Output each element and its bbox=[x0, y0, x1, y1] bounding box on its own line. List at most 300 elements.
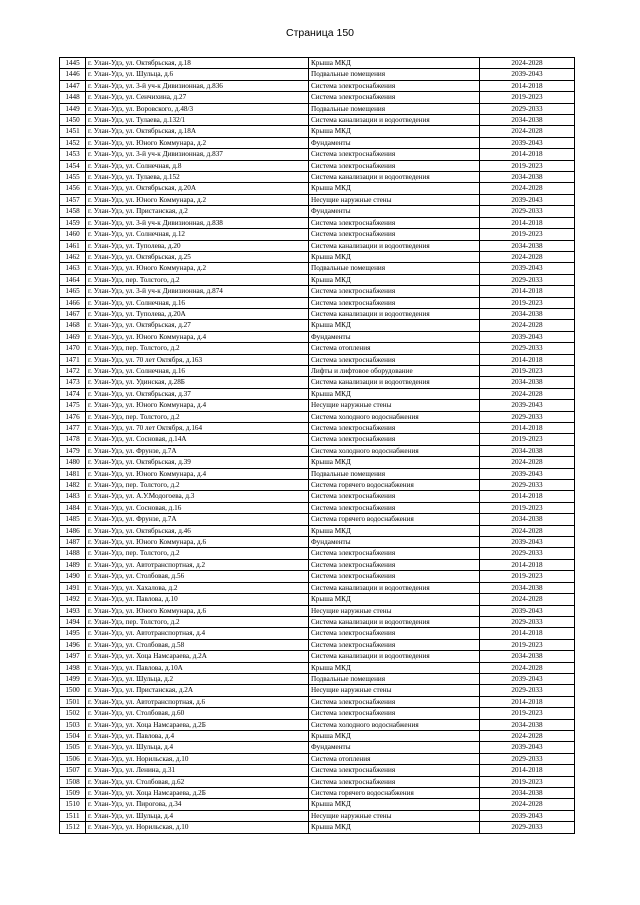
work-type-cell: Система электроснабжения bbox=[309, 434, 480, 445]
row-number-cell: 1491 bbox=[60, 582, 86, 593]
period-cell: 2039-2043 bbox=[480, 331, 575, 342]
address-cell: г. Улан-Удэ, ул. Норильская, д.10 bbox=[86, 753, 309, 764]
period-cell: 2024-2028 bbox=[480, 730, 575, 741]
table-row bbox=[60, 616, 575, 627]
table-row bbox=[60, 331, 575, 342]
address-cell: г. Улан-Удэ, ул. Юного Коммунара, д.2 bbox=[86, 137, 309, 148]
table-row bbox=[60, 58, 575, 69]
table-row bbox=[60, 742, 575, 753]
table-row bbox=[60, 263, 575, 274]
work-type-cell: Система электроснабжения bbox=[309, 92, 480, 103]
period-cell: 2029-2033 bbox=[480, 822, 575, 833]
row-number-cell: 1470 bbox=[60, 343, 86, 354]
row-number-cell: 1506 bbox=[60, 753, 86, 764]
table-row bbox=[60, 115, 575, 126]
row-number-cell: 1455 bbox=[60, 172, 86, 183]
table-row bbox=[60, 92, 575, 103]
address-cell: г. Улан-Удэ, ул. Хоца Намсараева, д.2А bbox=[86, 651, 309, 662]
row-number-cell: 1469 bbox=[60, 331, 86, 342]
period-cell: 2029-2033 bbox=[480, 616, 575, 627]
table-row bbox=[60, 343, 575, 354]
address-cell: г. Улан-Удэ, ул. Шульца, д.4 bbox=[86, 810, 309, 821]
work-type-cell: Крыша МКД bbox=[309, 594, 480, 605]
address-cell: г. Улан-Удэ, ул. Автотранспортная, д.2 bbox=[86, 559, 309, 570]
period-cell: 2019-2023 bbox=[480, 297, 575, 308]
table-row bbox=[60, 730, 575, 741]
work-type-cell: Крыша МКД bbox=[309, 662, 480, 673]
row-number-cell: 1448 bbox=[60, 92, 86, 103]
row-number-cell: 1504 bbox=[60, 730, 86, 741]
row-number-cell: 1462 bbox=[60, 251, 86, 262]
table-row bbox=[60, 788, 575, 799]
period-cell: 2034-2038 bbox=[480, 514, 575, 525]
row-number-cell: 1505 bbox=[60, 742, 86, 753]
period-cell: 2024-2028 bbox=[480, 594, 575, 605]
period-cell: 2039-2043 bbox=[480, 194, 575, 205]
work-type-cell: Система канализации и водоотведения bbox=[309, 377, 480, 388]
address-cell: г. Улан-Удэ, ул. Октябрьская, д.37 bbox=[86, 388, 309, 399]
address-cell: г. Улан-Удэ, ул. Сосновая, д.16 bbox=[86, 502, 309, 513]
address-cell: г. Улан-Удэ, ул. Столбовая, д.58 bbox=[86, 639, 309, 650]
table-row bbox=[60, 172, 575, 183]
row-number-cell: 1494 bbox=[60, 616, 86, 627]
work-type-cell: Система горячего водоснабжения bbox=[309, 788, 480, 799]
table-row bbox=[60, 69, 575, 80]
work-type-cell: Система канализации и водоотведения bbox=[309, 308, 480, 319]
address-cell: г. Улан-Удэ, ул. Павлова, д.10 bbox=[86, 594, 309, 605]
period-cell: 2019-2023 bbox=[480, 434, 575, 445]
row-number-cell: 1449 bbox=[60, 103, 86, 114]
table-row bbox=[60, 662, 575, 673]
address-cell: г. Улан-Удэ, ул. 70 лет Октября, д.163 bbox=[86, 354, 309, 365]
period-cell: 2019-2023 bbox=[480, 708, 575, 719]
work-type-cell: Система электроснабжения bbox=[309, 776, 480, 787]
work-type-cell: Фундаменты bbox=[309, 331, 480, 342]
work-type-cell: Система электроснабжения bbox=[309, 548, 480, 559]
address-cell: г. Улан-Удэ, ул. Шульца, д.4 bbox=[86, 742, 309, 753]
table-row bbox=[60, 103, 575, 114]
period-cell: 2034-2038 bbox=[480, 719, 575, 730]
work-type-cell: Система электроснабжения bbox=[309, 80, 480, 91]
work-type-cell: Подвальные помещения bbox=[309, 673, 480, 684]
period-cell: 2034-2038 bbox=[480, 582, 575, 593]
period-cell: 2014-2018 bbox=[480, 491, 575, 502]
table-row bbox=[60, 400, 575, 411]
row-number-cell: 1511 bbox=[60, 810, 86, 821]
address-cell: г. Улан-Удэ, ул. Павлова, д.10А bbox=[86, 662, 309, 673]
work-type-cell: Система электроснабжения bbox=[309, 502, 480, 513]
row-number-cell: 1446 bbox=[60, 69, 86, 80]
table-row bbox=[60, 719, 575, 730]
table-row bbox=[60, 80, 575, 91]
address-cell: г. Улан-Удэ, ул. 3-й уч-к Дивизионная, д.874 bbox=[86, 286, 309, 297]
row-number-cell: 1482 bbox=[60, 480, 86, 491]
period-cell: 2034-2038 bbox=[480, 651, 575, 662]
work-type-cell: Система электроснабжения bbox=[309, 286, 480, 297]
row-number-cell: 1476 bbox=[60, 411, 86, 422]
table-row bbox=[60, 206, 575, 217]
work-type-cell: Система электроснабжения bbox=[309, 639, 480, 650]
address-cell: г. Улан-Удэ, ул. Столбовая, д.56 bbox=[86, 571, 309, 582]
row-number-cell: 1510 bbox=[60, 799, 86, 810]
address-cell: г. Улан-Удэ, ул. Воровского, д.48/3 bbox=[86, 103, 309, 114]
period-cell: 2014-2018 bbox=[480, 559, 575, 570]
work-type-cell: Система электроснабжения bbox=[309, 354, 480, 365]
address-cell: г. Улан-Удэ, ул. Юного Коммунара, д.4 bbox=[86, 400, 309, 411]
address-cell: г. Улан-Удэ, ул. Юного Коммунара, д.2 bbox=[86, 263, 309, 274]
period-cell: 2014-2018 bbox=[480, 354, 575, 365]
table-row bbox=[60, 559, 575, 570]
table-row bbox=[60, 685, 575, 696]
row-number-cell: 1479 bbox=[60, 445, 86, 456]
table-row bbox=[60, 651, 575, 662]
row-number-cell: 1477 bbox=[60, 423, 86, 434]
work-type-cell: Несущие наружные стены bbox=[309, 810, 480, 821]
address-cell: г. Улан-Удэ, ул. Удинская, д.28Б bbox=[86, 377, 309, 388]
work-type-cell: Крыша МКД bbox=[309, 799, 480, 810]
work-type-cell: Система электроснабжения bbox=[309, 423, 480, 434]
table-row bbox=[60, 537, 575, 548]
row-number-cell: 1465 bbox=[60, 286, 86, 297]
address-cell: г. Улан-Удэ, ул. Солнечная, д.12 bbox=[86, 229, 309, 240]
period-cell: 2019-2023 bbox=[480, 229, 575, 240]
row-number-cell: 1445 bbox=[60, 58, 86, 69]
address-cell: г. Улан-Удэ, ул. Хоца Намсараева, д.2Б bbox=[86, 788, 309, 799]
address-cell: г. Улан-Удэ, ул. Юного Коммунара, д.6 bbox=[86, 537, 309, 548]
row-number-cell: 1498 bbox=[60, 662, 86, 673]
work-type-cell: Система электроснабжения bbox=[309, 559, 480, 570]
period-cell: 2039-2043 bbox=[480, 400, 575, 411]
work-type-cell: Система электроснабжения bbox=[309, 571, 480, 582]
table-row bbox=[60, 776, 575, 787]
work-type-cell: Подвальные помещения bbox=[309, 263, 480, 274]
period-cell: 2029-2033 bbox=[480, 274, 575, 285]
period-cell: 2014-2018 bbox=[480, 628, 575, 639]
work-type-cell: Система горячего водоснабжения bbox=[309, 514, 480, 525]
work-type-cell: Крыша МКД bbox=[309, 126, 480, 137]
work-type-cell: Система холодного водоснабжения bbox=[309, 719, 480, 730]
row-number-cell: 1492 bbox=[60, 594, 86, 605]
work-type-cell: Система канализации и водоотведения bbox=[309, 616, 480, 627]
row-number-cell: 1475 bbox=[60, 400, 86, 411]
table-row bbox=[60, 445, 575, 456]
table-row bbox=[60, 411, 575, 422]
period-cell: 2034-2038 bbox=[480, 240, 575, 251]
table-row bbox=[60, 696, 575, 707]
table-row bbox=[60, 480, 575, 491]
period-cell: 2024-2028 bbox=[480, 58, 575, 69]
row-number-cell: 1485 bbox=[60, 514, 86, 525]
period-cell: 2039-2043 bbox=[480, 468, 575, 479]
row-number-cell: 1467 bbox=[60, 308, 86, 319]
work-type-cell: Крыша МКД bbox=[309, 251, 480, 262]
row-number-cell: 1452 bbox=[60, 137, 86, 148]
work-type-cell: Фундаменты bbox=[309, 742, 480, 753]
row-number-cell: 1473 bbox=[60, 377, 86, 388]
period-cell: 2014-2018 bbox=[480, 765, 575, 776]
row-number-cell: 1460 bbox=[60, 229, 86, 240]
address-cell: г. Улан-Удэ, ул. Автотранспортная, д.4 bbox=[86, 628, 309, 639]
period-cell: 2024-2028 bbox=[480, 662, 575, 673]
table-row bbox=[60, 320, 575, 331]
address-cell: г. Улан-Удэ, ул. Хоца Намсараева, д.2Б bbox=[86, 719, 309, 730]
address-cell: г. Улан-Удэ, ул. Октябрьская, д.39 bbox=[86, 457, 309, 468]
row-number-cell: 1453 bbox=[60, 149, 86, 160]
address-cell: г. Улан-Удэ, ул. Юного Коммунара, д.2 bbox=[86, 194, 309, 205]
period-cell: 2019-2023 bbox=[480, 92, 575, 103]
table-row bbox=[60, 594, 575, 605]
address-cell: г. Улан-Удэ, ул. Октябрьская, д.20А bbox=[86, 183, 309, 194]
address-cell: г. Улан-Удэ, ул. Туполева, д.20А bbox=[86, 308, 309, 319]
table-row bbox=[60, 160, 575, 171]
address-cell: г. Улан-Удэ, ул. Шульца, д.6 bbox=[86, 69, 309, 80]
work-type-cell: Система канализации и водоотведения bbox=[309, 651, 480, 662]
period-cell: 2024-2028 bbox=[480, 388, 575, 399]
period-cell: 2039-2043 bbox=[480, 69, 575, 80]
address-cell: г. Улан-Удэ, ул. Хахалова, д.2 bbox=[86, 582, 309, 593]
table-row bbox=[60, 810, 575, 821]
work-type-cell: Система электроснабжения bbox=[309, 160, 480, 171]
period-cell: 2034-2038 bbox=[480, 377, 575, 388]
row-number-cell: 1464 bbox=[60, 274, 86, 285]
work-type-cell: Система канализации и водоотведения bbox=[309, 115, 480, 126]
period-cell: 2034-2038 bbox=[480, 115, 575, 126]
period-cell: 2029-2033 bbox=[480, 480, 575, 491]
work-type-cell: Крыша МКД bbox=[309, 183, 480, 194]
work-type-cell: Система отопления bbox=[309, 343, 480, 354]
address-cell: г. Улан-Удэ, ул. Пристанская, д.2А bbox=[86, 685, 309, 696]
period-cell: 2034-2038 bbox=[480, 308, 575, 319]
period-cell: 2019-2023 bbox=[480, 639, 575, 650]
address-cell: г. Улан-Удэ, ул. Тулаева, д.132/1 bbox=[86, 115, 309, 126]
row-number-cell: 1484 bbox=[60, 502, 86, 513]
table-row bbox=[60, 377, 575, 388]
work-type-cell: Фундаменты bbox=[309, 206, 480, 217]
table-row bbox=[60, 605, 575, 616]
period-cell: 2039-2043 bbox=[480, 605, 575, 616]
period-cell: 2039-2043 bbox=[480, 537, 575, 548]
address-cell: г. Улан-Удэ, ул. Юного Коммунара, д.4 bbox=[86, 468, 309, 479]
period-cell: 2024-2028 bbox=[480, 799, 575, 810]
period-cell: 2034-2038 bbox=[480, 788, 575, 799]
row-number-cell: 1466 bbox=[60, 297, 86, 308]
table-row bbox=[60, 582, 575, 593]
row-number-cell: 1461 bbox=[60, 240, 86, 251]
registry-table-body bbox=[60, 58, 575, 834]
row-number-cell: 1472 bbox=[60, 365, 86, 376]
table-row bbox=[60, 799, 575, 810]
period-cell: 2024-2028 bbox=[480, 183, 575, 194]
address-cell: г. Улан-Удэ, пер. Толстого, д.2 bbox=[86, 480, 309, 491]
table-row bbox=[60, 434, 575, 445]
period-cell: 2014-2018 bbox=[480, 423, 575, 434]
period-cell: 2024-2028 bbox=[480, 320, 575, 331]
table-row bbox=[60, 457, 575, 468]
table-row bbox=[60, 251, 575, 262]
work-type-cell: Крыша МКД bbox=[309, 822, 480, 833]
row-number-cell: 1481 bbox=[60, 468, 86, 479]
work-type-cell: Крыша МКД bbox=[309, 525, 480, 536]
address-cell: г. Улан-Удэ, ул. Пирогова, д.34 bbox=[86, 799, 309, 810]
row-number-cell: 1499 bbox=[60, 673, 86, 684]
table-row bbox=[60, 229, 575, 240]
address-cell: г. Улан-Удэ, ул. Сенчихина, д.27 bbox=[86, 92, 309, 103]
work-type-cell: Несущие наружные стены bbox=[309, 605, 480, 616]
address-cell: г. Улан-Удэ, ул. 70 лет Октября, д.164 bbox=[86, 423, 309, 434]
table-row bbox=[60, 491, 575, 502]
row-number-cell: 1474 bbox=[60, 388, 86, 399]
row-number-cell: 1487 bbox=[60, 537, 86, 548]
row-number-cell: 1501 bbox=[60, 696, 86, 707]
period-cell: 2024-2028 bbox=[480, 251, 575, 262]
work-type-cell: Несущие наружные стены bbox=[309, 685, 480, 696]
period-cell: 2029-2033 bbox=[480, 103, 575, 114]
work-type-cell: Крыша МКД bbox=[309, 457, 480, 468]
table-row bbox=[60, 274, 575, 285]
work-type-cell: Система электроснабжения bbox=[309, 297, 480, 308]
work-type-cell: Крыша МКД bbox=[309, 388, 480, 399]
work-type-cell: Система электроснабжения bbox=[309, 765, 480, 776]
address-cell: г. Улан-Удэ, ул. Солнечная, д.16 bbox=[86, 365, 309, 376]
row-number-cell: 1478 bbox=[60, 434, 86, 445]
address-cell: г. Улан-Удэ, ул. Фрунзе, д.7А bbox=[86, 445, 309, 456]
period-cell: 2039-2043 bbox=[480, 137, 575, 148]
address-cell: г. Улан-Удэ, пер. Толстого, д.2 bbox=[86, 274, 309, 285]
table-row bbox=[60, 126, 575, 137]
work-type-cell: Система электроснабжения bbox=[309, 217, 480, 228]
address-cell: г. Улан-Удэ, ул. Солнечная, д.8 bbox=[86, 160, 309, 171]
address-cell: г. Улан-Удэ, ул. Туполева, д.20 bbox=[86, 240, 309, 251]
row-number-cell: 1489 bbox=[60, 559, 86, 570]
period-cell: 2014-2018 bbox=[480, 286, 575, 297]
row-number-cell: 1450 bbox=[60, 115, 86, 126]
work-type-cell: Несущие наружные стены bbox=[309, 194, 480, 205]
address-cell: г. Улан-Удэ, ул. Сосновая, д.14А bbox=[86, 434, 309, 445]
row-number-cell: 1457 bbox=[60, 194, 86, 205]
work-type-cell: Фундаменты bbox=[309, 137, 480, 148]
address-cell: г. Улан-Удэ, пер. Толстого, д.2 bbox=[86, 343, 309, 354]
table-row bbox=[60, 194, 575, 205]
address-cell: г. Улан-Удэ, ул. Юного Коммунара, д.6 bbox=[86, 605, 309, 616]
row-number-cell: 1471 bbox=[60, 354, 86, 365]
work-type-cell: Крыша МКД bbox=[309, 320, 480, 331]
period-cell: 2034-2038 bbox=[480, 172, 575, 183]
table-row bbox=[60, 365, 575, 376]
row-number-cell: 1490 bbox=[60, 571, 86, 582]
address-cell: г. Улан-Удэ, ул. Пристанская, д.2 bbox=[86, 206, 309, 217]
table-row bbox=[60, 548, 575, 559]
work-type-cell: Система канализации и водоотведения bbox=[309, 582, 480, 593]
period-cell: 2019-2023 bbox=[480, 502, 575, 513]
table-row bbox=[60, 639, 575, 650]
address-cell: г. Улан-Удэ, ул. 3-й уч-к Дивизионная, д.836 bbox=[86, 80, 309, 91]
registry-table bbox=[59, 57, 575, 834]
period-cell: 2024-2028 bbox=[480, 457, 575, 468]
table-row bbox=[60, 673, 575, 684]
table-row bbox=[60, 297, 575, 308]
table-row bbox=[60, 502, 575, 513]
table-row bbox=[60, 240, 575, 251]
row-number-cell: 1495 bbox=[60, 628, 86, 639]
address-cell: г. Улан-Удэ, ул. Тулаева, д.152 bbox=[86, 172, 309, 183]
work-type-cell: Система электроснабжения bbox=[309, 696, 480, 707]
address-cell: г. Улан-Удэ, ул. Павлова, д.4 bbox=[86, 730, 309, 741]
address-cell: г. Улан-Удэ, ул. Солнечная, д.16 bbox=[86, 297, 309, 308]
work-type-cell: Подвальные помещения bbox=[309, 103, 480, 114]
table-row bbox=[60, 308, 575, 319]
address-cell: г. Улан-Удэ, ул. Столбовая, д.60 bbox=[86, 708, 309, 719]
work-type-cell: Фундаменты bbox=[309, 537, 480, 548]
address-cell: г. Улан-Удэ, ул. Октябрьская, д.18А bbox=[86, 126, 309, 137]
row-number-cell: 1486 bbox=[60, 525, 86, 536]
row-number-cell: 1500 bbox=[60, 685, 86, 696]
table-row bbox=[60, 753, 575, 764]
work-type-cell: Система электроснабжения bbox=[309, 229, 480, 240]
row-number-cell: 1468 bbox=[60, 320, 86, 331]
row-number-cell: 1459 bbox=[60, 217, 86, 228]
address-cell: г. Улан-Удэ, ул. Юного Коммунара, д.4 bbox=[86, 331, 309, 342]
table-row bbox=[60, 765, 575, 776]
table-row bbox=[60, 525, 575, 536]
row-number-cell: 1503 bbox=[60, 719, 86, 730]
table-row bbox=[60, 149, 575, 160]
work-type-cell: Система электроснабжения bbox=[309, 628, 480, 639]
work-type-cell: Крыша МКД bbox=[309, 730, 480, 741]
row-number-cell: 1456 bbox=[60, 183, 86, 194]
period-cell: 2029-2033 bbox=[480, 206, 575, 217]
row-number-cell: 1509 bbox=[60, 788, 86, 799]
work-type-cell: Крыша МКД bbox=[309, 274, 480, 285]
address-cell: г. Улан-Удэ, ул. 3-й уч-к Дивизионная, д.837 bbox=[86, 149, 309, 160]
period-cell: 2014-2018 bbox=[480, 696, 575, 707]
table-row bbox=[60, 137, 575, 148]
period-cell: 2039-2043 bbox=[480, 742, 575, 753]
period-cell: 2029-2033 bbox=[480, 685, 575, 696]
table-row bbox=[60, 217, 575, 228]
period-cell: 2024-2028 bbox=[480, 126, 575, 137]
table-row bbox=[60, 628, 575, 639]
address-cell: г. Улан-Удэ, ул. Октябрьская, д.18 bbox=[86, 58, 309, 69]
work-type-cell: Система горячего водоснабжения bbox=[309, 480, 480, 491]
address-cell: г. Улан-Удэ, ул. Автотранспортная, д.6 bbox=[86, 696, 309, 707]
work-type-cell: Система электроснабжения bbox=[309, 149, 480, 160]
period-cell: 2029-2033 bbox=[480, 753, 575, 764]
row-number-cell: 1497 bbox=[60, 651, 86, 662]
address-cell: г. Улан-Удэ, ул. Шульца, д.2 bbox=[86, 673, 309, 684]
address-cell: г. Улан-Удэ, ул. Октябрьская, д.25 bbox=[86, 251, 309, 262]
period-cell: 2039-2043 bbox=[480, 810, 575, 821]
row-number-cell: 1483 bbox=[60, 491, 86, 502]
row-number-cell: 1502 bbox=[60, 708, 86, 719]
row-number-cell: 1447 bbox=[60, 80, 86, 91]
work-type-cell: Лифты и лифтовое оборудование bbox=[309, 365, 480, 376]
period-cell: 2014-2018 bbox=[480, 217, 575, 228]
row-number-cell: 1454 bbox=[60, 160, 86, 171]
period-cell: 2019-2023 bbox=[480, 365, 575, 376]
table-row bbox=[60, 468, 575, 479]
period-cell: 2039-2043 bbox=[480, 263, 575, 274]
period-cell: 2034-2038 bbox=[480, 445, 575, 456]
row-number-cell: 1480 bbox=[60, 457, 86, 468]
work-type-cell: Система электроснабжения bbox=[309, 708, 480, 719]
work-type-cell: Система холодного водоснабжения bbox=[309, 445, 480, 456]
period-cell: 2029-2033 bbox=[480, 411, 575, 422]
period-cell: 2014-2018 bbox=[480, 80, 575, 91]
period-cell: 2029-2033 bbox=[480, 343, 575, 354]
row-number-cell: 1463 bbox=[60, 263, 86, 274]
table-row bbox=[60, 514, 575, 525]
table-row bbox=[60, 708, 575, 719]
